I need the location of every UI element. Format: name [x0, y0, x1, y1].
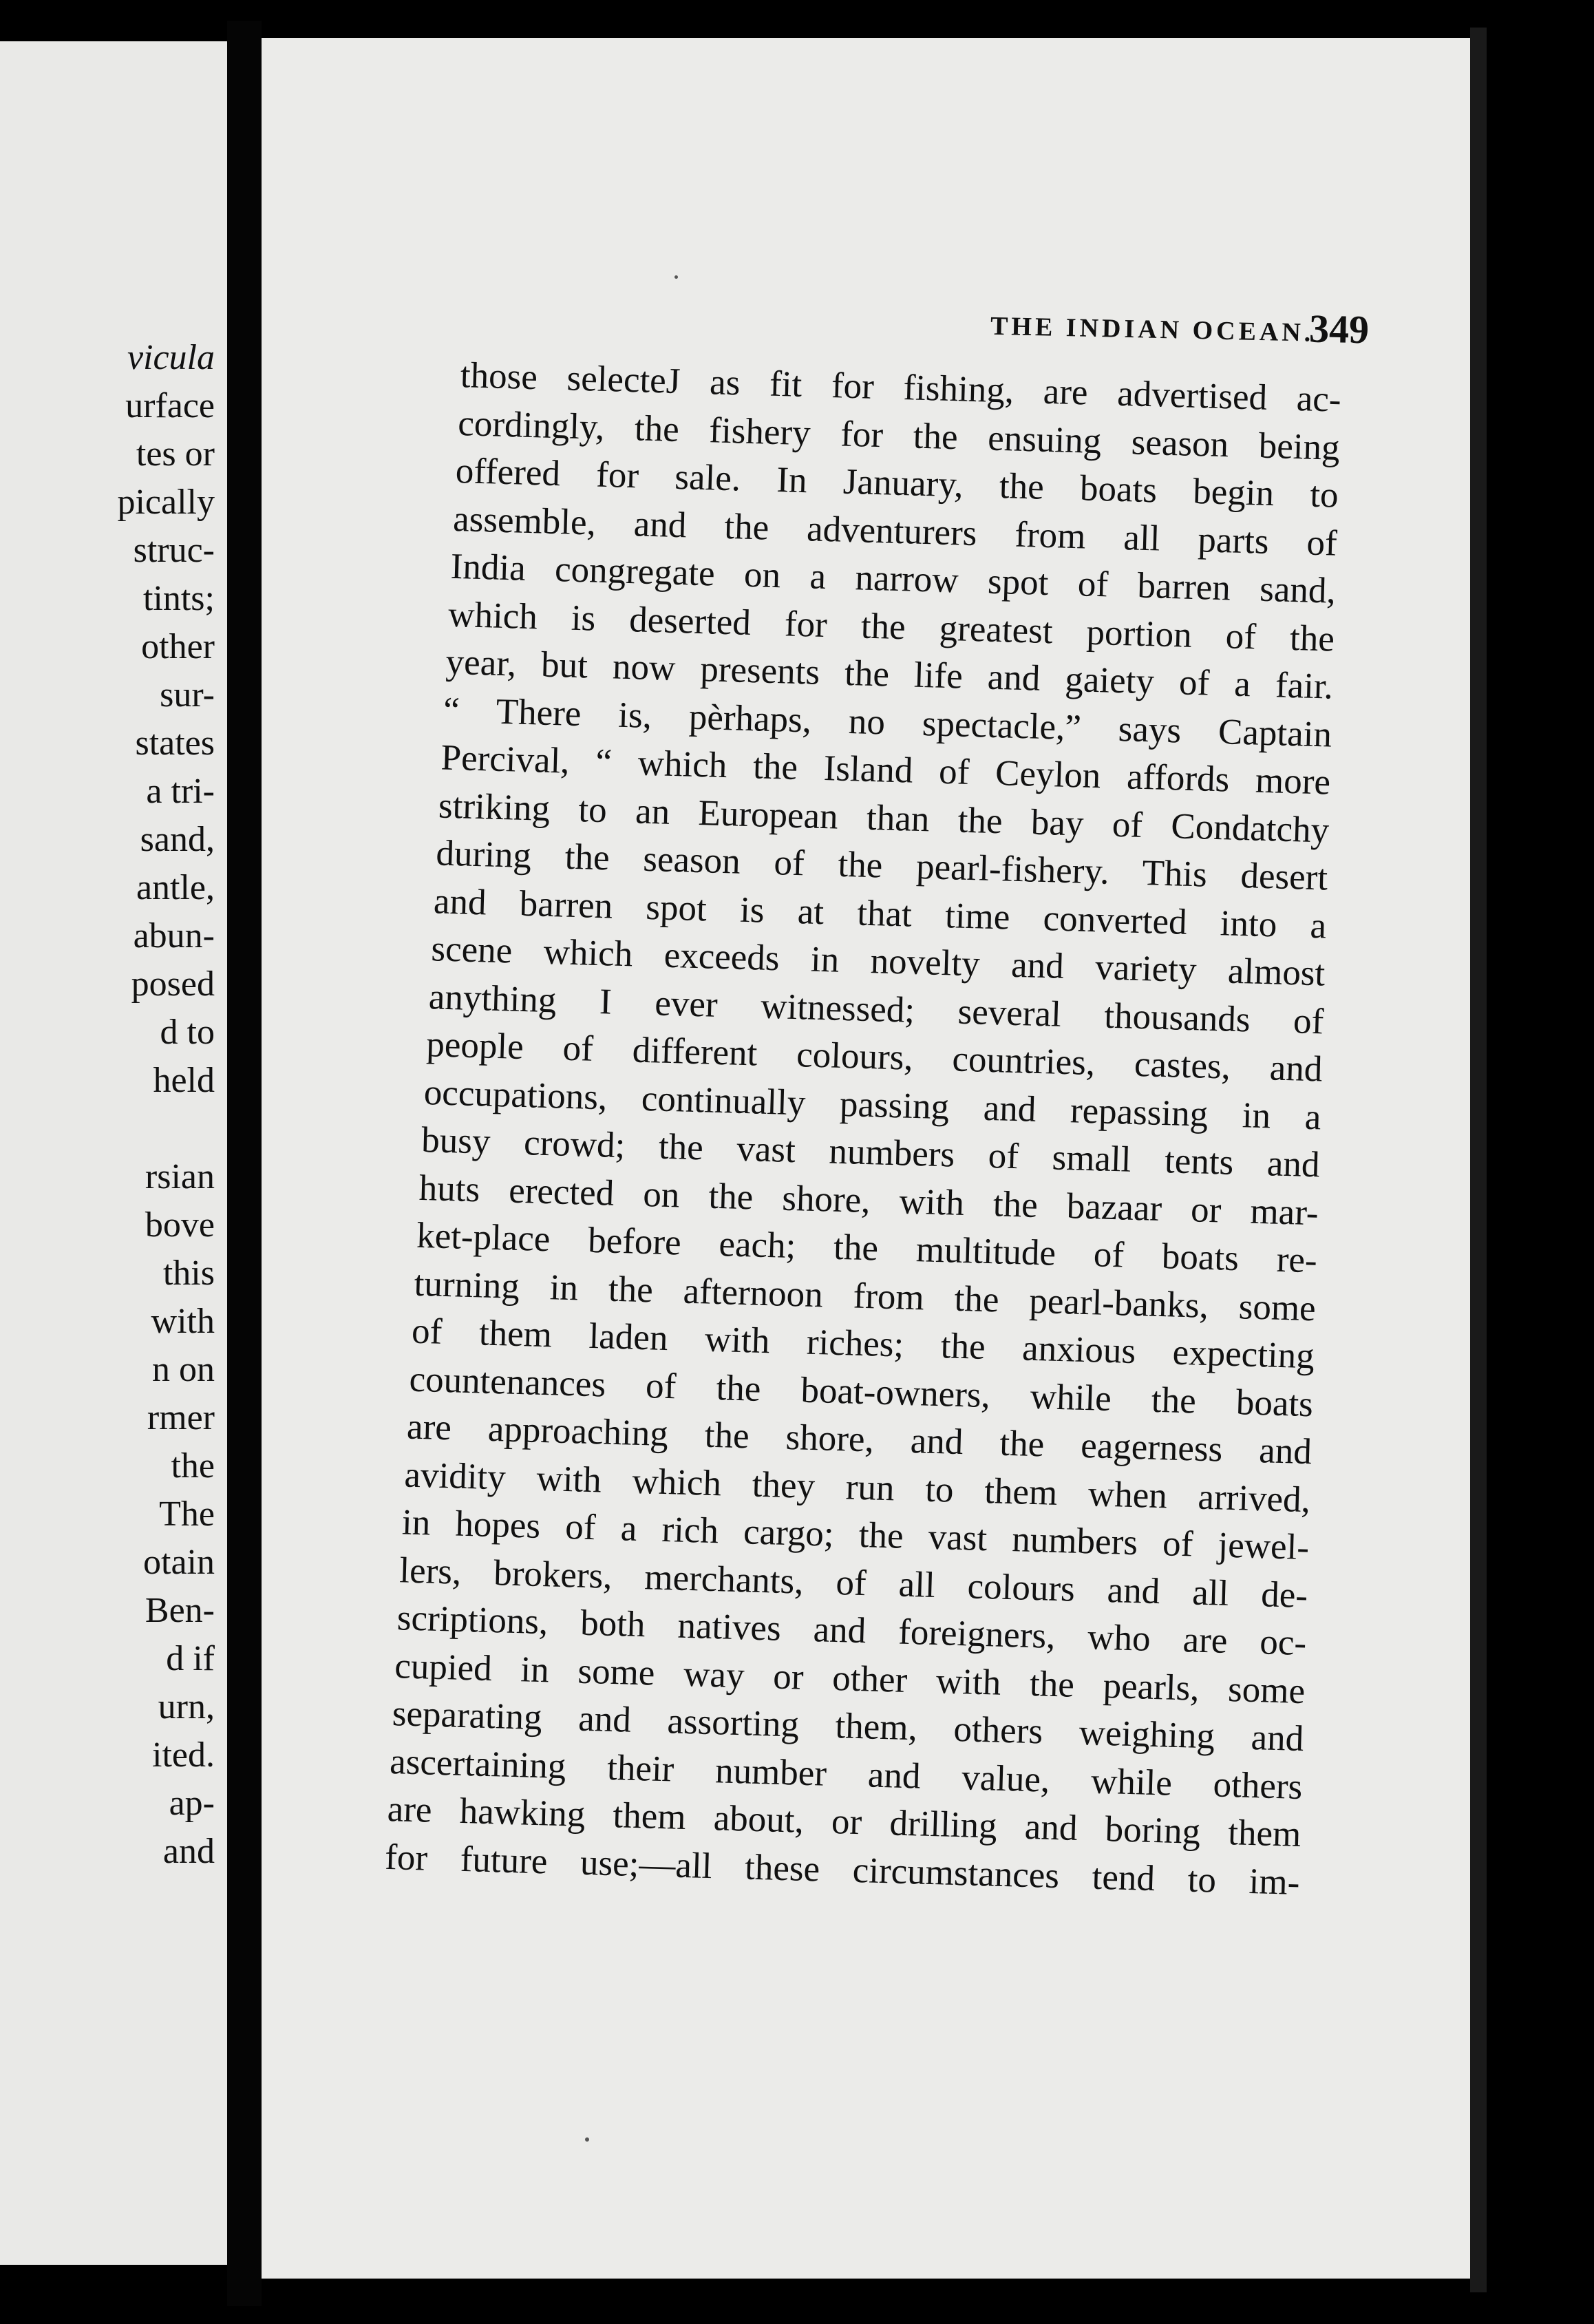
left-page-line: and [162, 1832, 215, 1871]
left-page-line: antle, [136, 868, 215, 907]
right-page [262, 38, 1470, 2279]
running-head: THE INDIAN OCEAN. [990, 311, 1315, 348]
left-page-line: vicula [127, 338, 215, 377]
left-page-line: Ben- [145, 1591, 215, 1630]
body-line: are approaching the shore, and the eagerness and [406, 1406, 1313, 1472]
left-page-line: abun- [133, 916, 215, 955]
body-line: avidity with which they run to them when arrived, [403, 1454, 1311, 1520]
body-line: anything I ever witnessed; several thousands of [428, 976, 1325, 1042]
body-line: those selecteJ as fit for fishing, are advertised ac- [460, 355, 1342, 420]
body-line: India congregate on a narrow spot of barren sand, [450, 546, 1337, 611]
left-page-line: states [135, 723, 215, 763]
left-page-line: The [159, 1494, 215, 1534]
body-line: occupations, continually passing and repassing in a [423, 1072, 1322, 1137]
body-line: are hawking them about, or drilling and boring them [387, 1788, 1302, 1855]
body-line: cupied in some way or other with the pearls, some [394, 1645, 1306, 1711]
book-gutter [227, 21, 262, 2306]
body-line: separating and assorting them, others weighing and [392, 1693, 1305, 1760]
left-page-line: rmer [147, 1398, 215, 1437]
left-page-line: ited. [152, 1735, 215, 1775]
body-line: ascertaining their number and value, while others [389, 1741, 1304, 1807]
body-line: during the season of the pearl-fishery. This desert [435, 833, 1328, 898]
body-line: of them laden with riches; the anxious expecting [411, 1311, 1315, 1377]
left-page-line: urn, [158, 1687, 215, 1726]
body-line: and barren spot is at that time converted into a [433, 880, 1327, 947]
left-page-line: held [153, 1061, 215, 1100]
left-page-line: urface [125, 386, 215, 425]
left-page-line: sur- [160, 675, 215, 715]
body-line: scriptions, both natives and foreigners, who are oc- [396, 1598, 1307, 1664]
left-page-line: tes or [136, 434, 215, 474]
left-page-line: d to [160, 1013, 215, 1052]
left-page-line: a tri- [146, 772, 215, 811]
body-line: lers, brokers, merchants, of all colours and all de- [398, 1550, 1308, 1616]
body-line: which is deserted for the greatest portion of the [447, 594, 1335, 659]
left-page-line: n on [152, 1350, 215, 1389]
scan-speck [585, 2137, 589, 2142]
page-number: 349 [1308, 306, 1370, 352]
body-line: cordingly, the fishery for the ensuing season being [457, 403, 1341, 468]
left-page-line: pically [117, 483, 215, 522]
body-line: people of different colours, countries, castes, and [425, 1024, 1324, 1090]
body-line: in hopes of a rich cargo; the vast numbers of jewel- [401, 1502, 1310, 1568]
body-line: year, but now presents the life and gaiety of a fair. [445, 642, 1334, 707]
page-edge-shadow [1470, 28, 1487, 2292]
body-line: assemble, and the adventurers from all parts of [452, 498, 1338, 564]
left-page-line: otain [143, 1543, 215, 1582]
body-line: scene which exceeds in novelty and variety almost [430, 929, 1326, 994]
left-page-line: with [151, 1302, 215, 1341]
body-line: busy crowd; the vast numbers of small tents and [421, 1119, 1321, 1185]
left-page-line: bove [145, 1205, 215, 1245]
left-page-line: rsian [145, 1157, 215, 1196]
body-line: countenances of the boat-owners, while the boats [408, 1359, 1314, 1424]
left-page-line: other [141, 627, 215, 666]
body-line: “ There is, pèrhaps, no spectacle,” says Captain [443, 690, 1332, 755]
body-line: ket-place before each; the multitude of boats re- [416, 1215, 1318, 1281]
body-line: offered for sale. In January, the boats begin to [455, 450, 1339, 516]
body-line: striking to an European than the bay of Condatchy [438, 785, 1330, 851]
left-page-line: struc- [133, 531, 215, 570]
body-text [384, 351, 1342, 1907]
body-line: Percival, “ which the Island of Ceylon affords more [440, 737, 1331, 803]
left-page-line: sand, [140, 820, 215, 859]
scan-speck [674, 275, 678, 279]
left-page-line: d if [166, 1639, 215, 1678]
left-page-line: tints; [142, 579, 215, 618]
left-page-line: posed [131, 964, 215, 1004]
left-page-line: this [162, 1254, 215, 1293]
left-page-text-column [0, 334, 215, 1876]
left-page-line: ap- [169, 1784, 215, 1823]
body-line: huts erected on the shore, with the bazaar or mar- [418, 1168, 1319, 1233]
left-page-line [0, 1105, 215, 1153]
page-header [701, 293, 1404, 369]
body-line: for future use;—all these circumstances tend to im- [384, 1837, 1301, 1903]
left-page-line: the [171, 1446, 215, 1486]
left-facing-page [0, 41, 227, 2265]
body-line: turning in the afternoon from the pearl-banks, some [413, 1263, 1317, 1329]
